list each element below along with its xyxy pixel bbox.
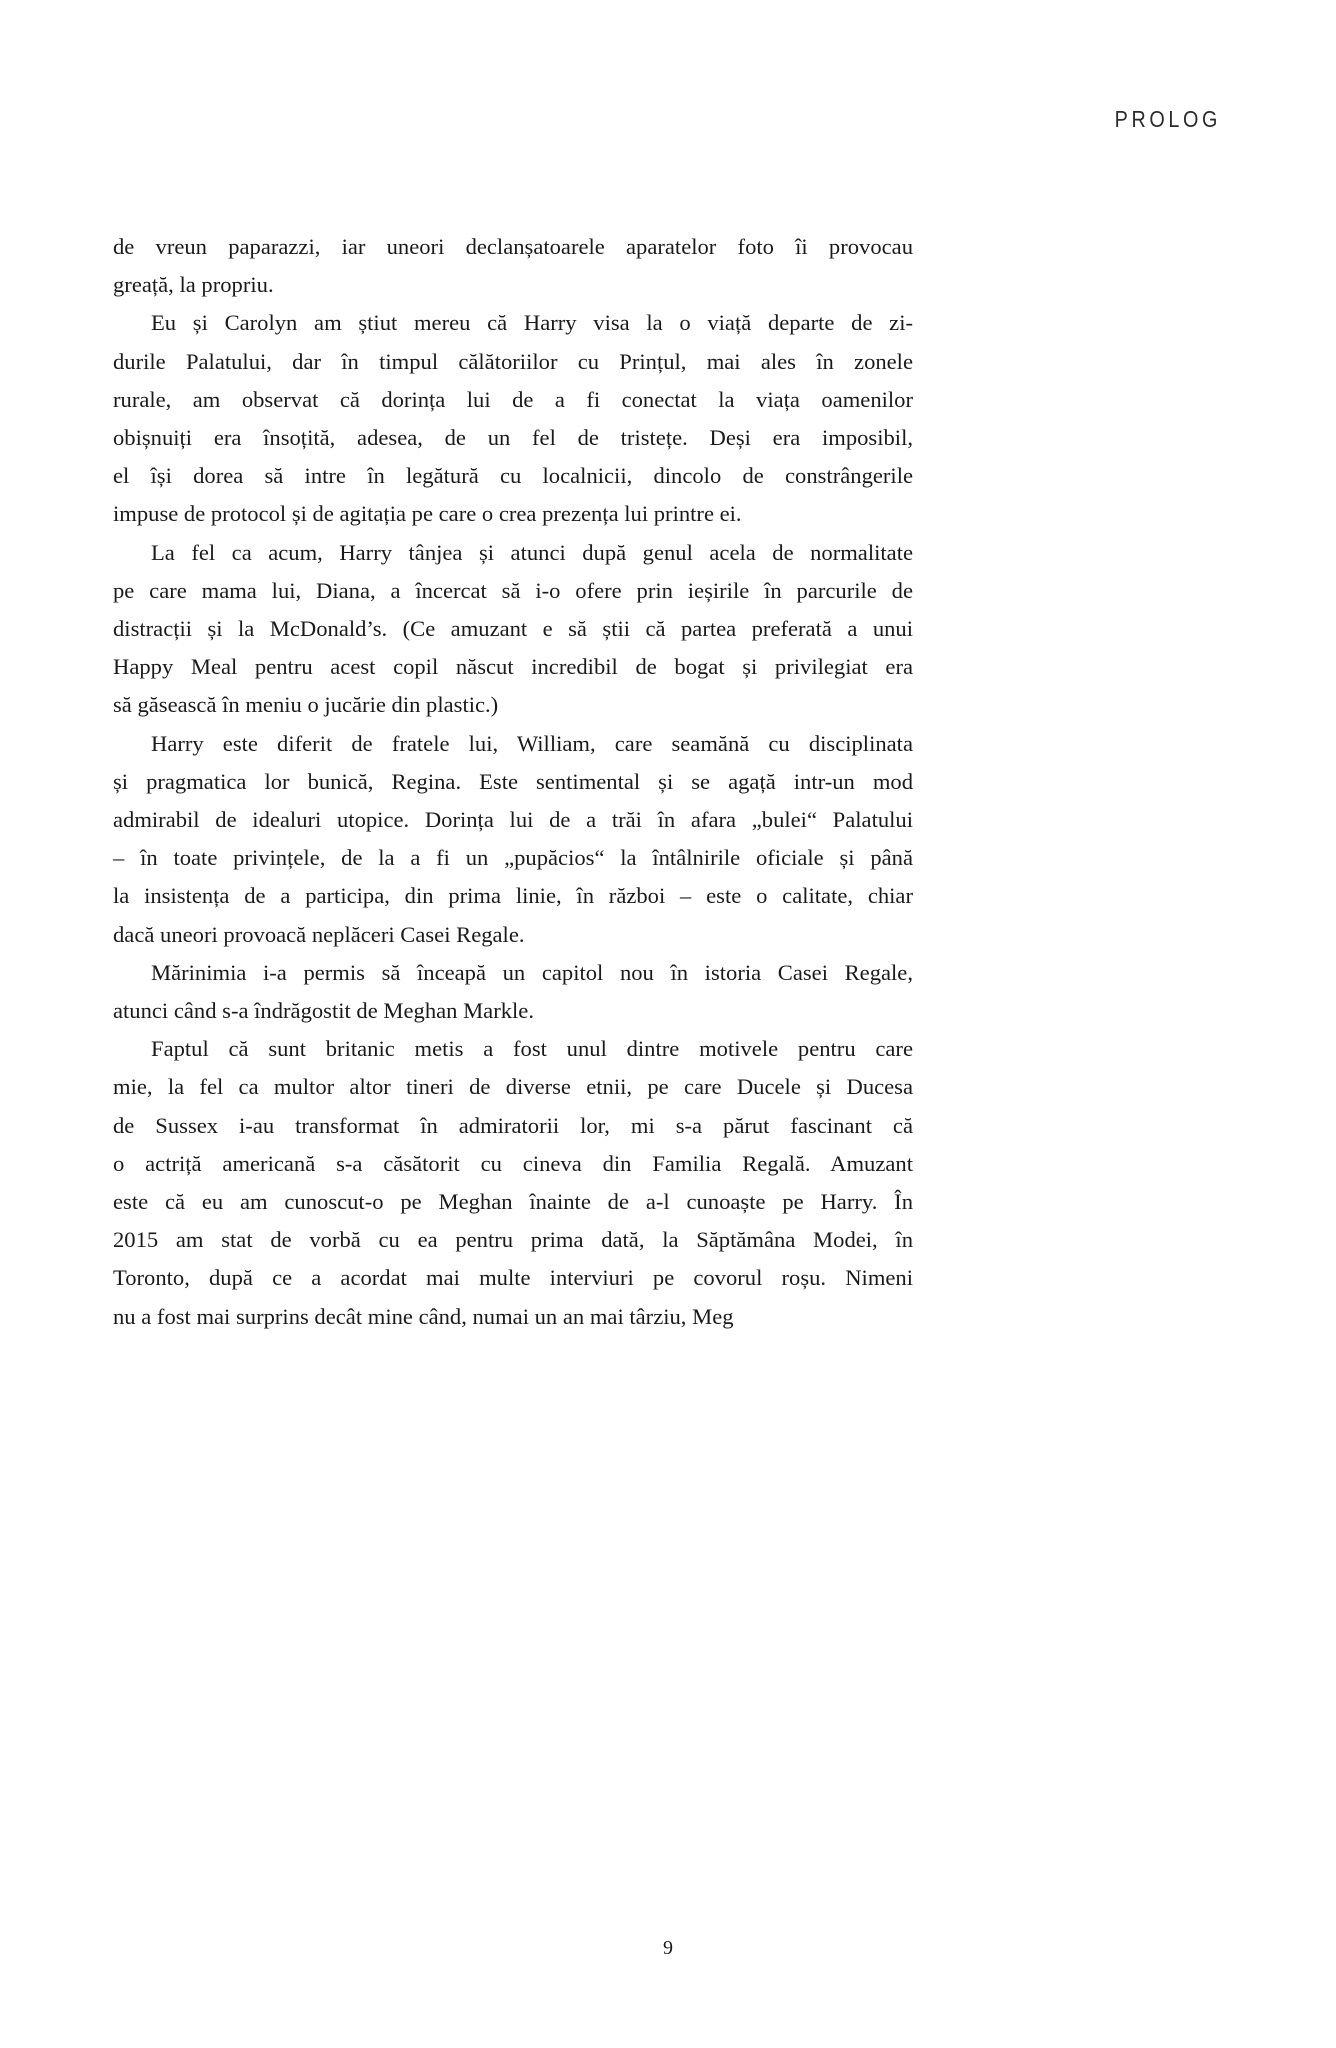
text-line: durile Palatului, dar în timpul călătoriilor cu Prințul, mai ales în zonele [113, 348, 913, 374]
text-line: și pragmatica lor bunică, Regina. Este sentimental și se agață intr-un mod [113, 768, 913, 794]
paragraph [113, 725, 913, 954]
text-line: greață, la propriu. [113, 272, 274, 298]
text-line: impuse de protocol și de agitația pe care o crea prezența lui printre ei. [113, 501, 742, 527]
text-line: La fel ca acum, Harry tânjea și atunci după genul acela de normalitate [151, 539, 913, 565]
text-line: nu a fost mai surprins decât mine când, numai un an mai târziu, Meg [113, 1303, 734, 1329]
text-line: Harry este diferit de fratele lui, William, care seamănă cu disciplinata [151, 730, 913, 756]
paragraph [113, 304, 913, 533]
text-line: Mărinimia i-a permis să înceapă un capitol nou în istoria Casei Regale, [151, 959, 913, 985]
text-line: el își dorea să intre în legătură cu localnicii, dincolo de constrângerile [113, 463, 913, 489]
running-header: PROLOG [1114, 106, 1221, 132]
text-line: atunci când s-a îndrăgostit de Meghan Markle. [113, 998, 534, 1024]
text-line: o actriță americană s-a căsătorit cu cineva din Familia Regală. Amuzant [113, 1150, 913, 1176]
text-line: admirabil de idealuri utopice. Dorința lui de a trăi în afara „bulei“ Palatului [113, 807, 913, 833]
text-line: dacă uneori provoacă neplăceri Casei Regale. [113, 921, 525, 947]
text-line: Eu și Carolyn am știut mereu că Harry visa la o viață departe de zi- [151, 310, 913, 336]
paragraph [113, 1030, 913, 1336]
paragraph [113, 228, 913, 304]
text-line: Toronto, după ce a acordat mai multe interviuri pe covorul roșu. Nimeni [113, 1265, 913, 1291]
text-line: 2015 am stat de vorbă cu ea pentru prima dată, la Săptămâna Modei, în [113, 1227, 913, 1253]
paragraph [113, 954, 913, 1030]
text-line: distracții și la McDonald’s. (Ce amuzant e să știi că partea preferată a unui [113, 616, 913, 642]
text-line: – în toate privințele, de la a fi un „pupăcios“ la întâlnirile oficiale și până [113, 845, 913, 871]
text-line: Faptul că sunt britanic metis a fost unul dintre motivele pentru care [151, 1036, 913, 1062]
text-line: rurale, am observat că dorința lui de a fi conectat la viața oamenilor [113, 386, 913, 412]
body-text-block [113, 228, 913, 1336]
text-line: Happy Meal pentru acest copil născut incredibil de bogat și privilegiat era [113, 654, 913, 680]
text-line: de vreun paparazzi, iar uneori declanșatoarele aparatelor foto îi provocau [113, 234, 913, 259]
text-line: de Sussex i-au transformat în admiratorii lor, mi s-a părut fascinant că [113, 1112, 913, 1138]
text-line: mie, la fel ca multor altor tineri de diverse etnii, pe care Ducele și Ducesa [113, 1074, 913, 1100]
text-line: obișnuiți era însoțită, adesea, de un fel de tristețe. Deși era imposibil, [113, 425, 913, 451]
text-line: la insistența de a participa, din prima linie, în război – este o calitate, chiar [113, 883, 913, 909]
text-line: este că eu am cunoscut-o pe Meghan înainte de a-l cunoaște pe Harry. În [113, 1189, 913, 1215]
page-number: 9 [663, 1937, 673, 1959]
paragraph [113, 534, 913, 725]
text-line: pe care mama lui, Diana, a încercat să i-o ofere prin ieșirile în parcurile de [113, 577, 913, 603]
text-line: să găsească în meniu o jucărie din plastic.) [113, 692, 499, 718]
